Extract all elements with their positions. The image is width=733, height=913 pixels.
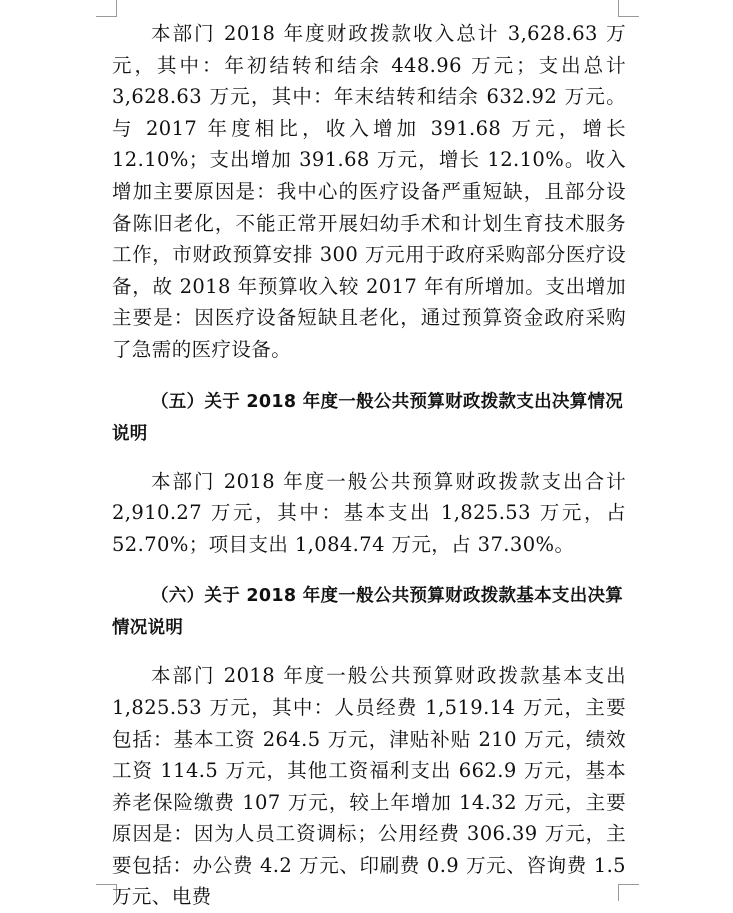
paragraph-general-budget-expenditure: 本部门 2018 年度一般公共预算财政拨款支出合计 2,910.27 万元，其中：基本支出 1,825.53 万元，占 52.70%；项目支出 1,084.74 万元，占 37.30%。: [112, 469, 626, 556]
section-heading-6: （六）关于 2018 年度一般公共预算财政拨款基本支出决算情况说明: [112, 586, 624, 639]
paragraph-basic-expenditure: 本部门 2018 年度一般公共预算财政拨款基本支出 1,825.53 万元，其中：人员经费 1,519.14 万元，主要包括：基本工资 264.5 万元，津贴补贴 210 万元，绩效工资 114.5 万元，其他工资福利支出 662.9 万元，基本养老保险缴费 107 万元，较上年增加 14.32 万元，主要原因是：因为人员工资调标；公用经费 306.39 万元，主要包括：办公费 4.2 万元、印刷费 0.9 万元、咨询费 1.5 万元、电费: [112, 664, 626, 909]
crop-mark-top-right: [618, 0, 639, 17]
paragraph-revenue-expenditure: 本部门 2018 年度财政拨款收入总计 3,628.63 万元，其中：年初结转和结余 448.96 万元；支出总计 3,628.63 万元，其中：年末结转和结余 632.92 万元。与 2017 年度相比，收入增加 391.68 万元，增长 12.10%；支出增加 391.68 万元，增长 12.10%。收入增加主要原因是：我中心的医疗设备严重短缺，且部分设备陈旧老化，不能正常开展妇幼手术和计划生育技术服务工作，市财政预算安排 300 万元用于政府采购部分医疗设备，故 2018 年预算收入较 2017 年有所增加。支出增加主要是：因医疗设备短缺且老化，通过预算资金政府采购了急需的医疗设备。: [112, 22, 626, 361]
section-heading-5: （五）关于 2018 年度一般公共预算财政拨款支出决算情况说明: [112, 391, 624, 444]
document-body: [112, 18, 626, 913]
crop-mark-top-left: [96, 0, 117, 17]
